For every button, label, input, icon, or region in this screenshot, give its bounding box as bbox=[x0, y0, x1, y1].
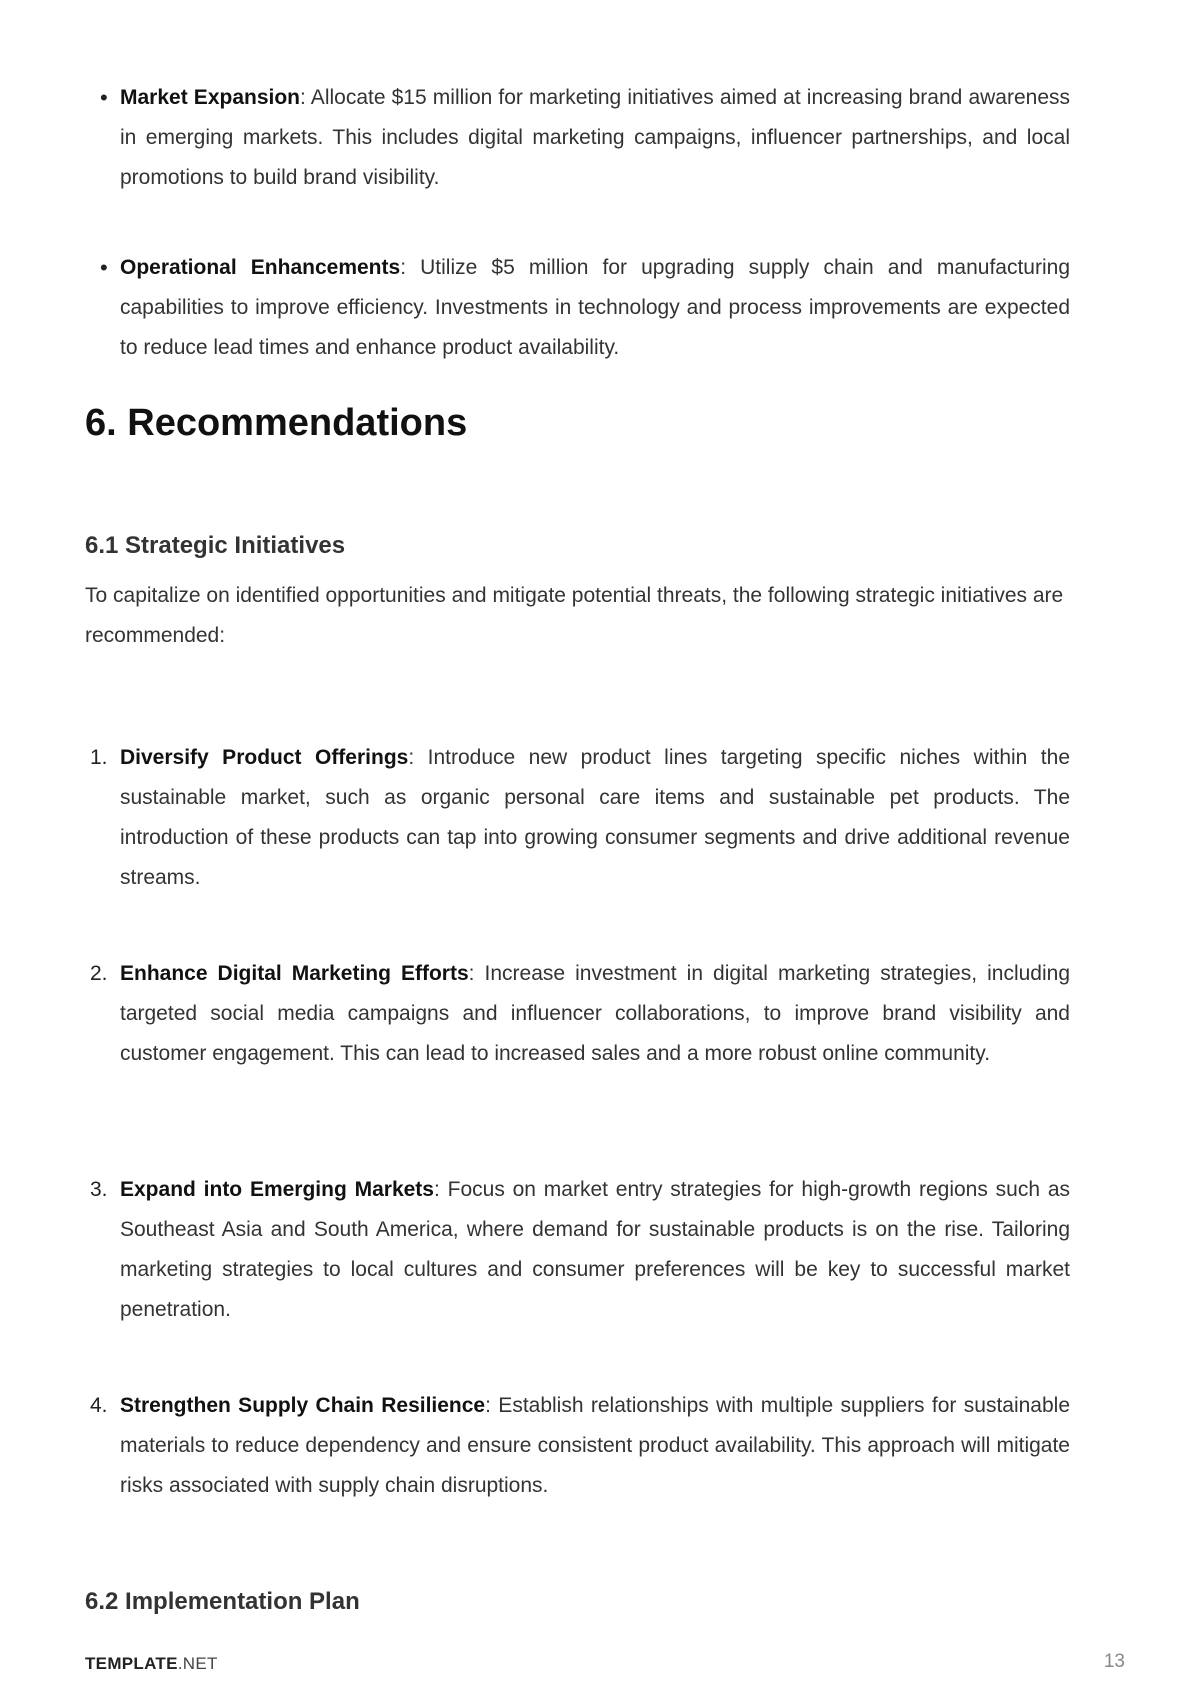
section-heading: 6. Recommendations bbox=[85, 402, 468, 444]
list-number: 1. bbox=[90, 746, 108, 769]
initiative-text bbox=[120, 1178, 1070, 1321]
initiative-term: Enhance Digital Marketing Efforts bbox=[120, 962, 469, 985]
initiative-term: Expand into Emerging Markets bbox=[120, 1178, 434, 1201]
bullet-marker: • bbox=[100, 85, 108, 110]
intro-paragraph: To capitalize on identified opportunities and mitigate potential threats, the following strategic initiatives are recommended: bbox=[85, 584, 1064, 647]
initiative-term: Diversify Product Offerings bbox=[120, 746, 409, 769]
list-number: 4. bbox=[90, 1394, 108, 1417]
initiative-term: Strengthen Supply Chain Resilience bbox=[120, 1394, 486, 1417]
subsection-heading-implementation-plan: 6.2 Implementation Plan bbox=[85, 1588, 360, 1615]
bullet-text bbox=[120, 256, 1070, 359]
bullet-term: Market Expansion bbox=[120, 86, 301, 109]
initiative-text bbox=[120, 962, 1070, 1065]
footer-brand-logo bbox=[85, 1654, 218, 1674]
bullet-term: Operational Enhancements bbox=[120, 256, 401, 279]
initiative-item-digital-marketing bbox=[90, 954, 1070, 1074]
page-number: 13 bbox=[1103, 1651, 1125, 1672]
initiative-description: : Establish relationships with multiple suppliers for sustainable materials to reduce dependency and ensure consistent product availability. This approach will mitigate risks associated with supply chain disruptions. bbox=[120, 1394, 1071, 1497]
brand-name-suffix: .NET bbox=[177, 1654, 218, 1673]
subsection-heading-strategic-initiatives: 6.1 Strategic Initiatives bbox=[85, 532, 346, 559]
initiative-description: : Introduce new product lines targeting specific niches within the sustainable market, such as organic personal care items and sustainable pet products. The introduction of these products can tap into growing consumer segments and drive additional revenue streams. bbox=[120, 746, 1070, 889]
initiative-text bbox=[120, 1394, 1070, 1497]
bullet-description: : Utilize $5 million for upgrading supply chain and manufacturing capabilities to improve efficiency. Investments in technology and process improvements are expected to reduce lead times and enhance product availability. bbox=[120, 256, 1070, 359]
list-number: 2. bbox=[90, 962, 108, 985]
bullet-description: : Allocate $15 million for marketing initiatives aimed at increasing brand awareness in emerging markets. This includes digital marketing campaigns, influencer partnerships, and local promotions to build brand visibility. bbox=[120, 86, 1070, 189]
initiative-text bbox=[120, 746, 1070, 889]
initiative-description: : Increase investment in digital marketing strategies, including targeted social media campaigns and influencer collaborations, to improve brand visibility and customer engagement. This can lead to increased sales and a more robust online community. bbox=[120, 962, 1070, 1065]
bullet-item-market-expansion bbox=[100, 78, 1070, 198]
initiative-item-supply-chain bbox=[90, 1386, 1071, 1506]
initiative-item-diversify bbox=[90, 738, 1070, 898]
bullet-item-operational-enhancements bbox=[100, 248, 1070, 368]
initiative-description: : Focus on market entry strategies for high-growth regions such as Southeast Asia and South America, where demand for sustainable products is on the rise. Tailoring marketing strategies to local cultures and consumer preferences will be key to successful market penetration. bbox=[120, 1178, 1071, 1321]
list-number: 3. bbox=[90, 1178, 108, 1201]
initiative-item-emerging-markets bbox=[90, 1170, 1071, 1330]
bullet-marker: • bbox=[100, 255, 108, 280]
brand-name-bold: TEMPLATE bbox=[85, 1654, 178, 1673]
bullet-text bbox=[120, 86, 1070, 189]
